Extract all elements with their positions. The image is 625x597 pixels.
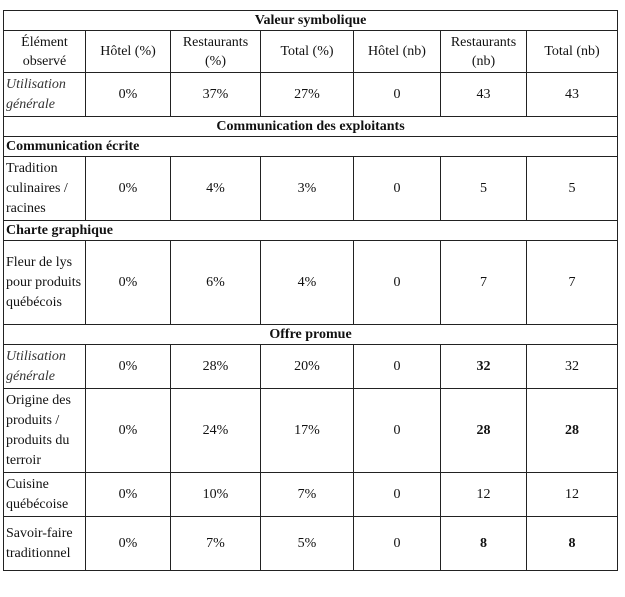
- cell-value: 0%: [86, 345, 171, 389]
- row-element: Cuisine québécoise: [4, 473, 86, 517]
- header-restaurants-pct: Restaurants (%): [171, 31, 261, 73]
- cell-value: 7%: [261, 473, 354, 517]
- cell-value: 12: [441, 473, 527, 517]
- cell-value: 0%: [86, 389, 171, 473]
- table-row: [4, 517, 618, 571]
- row-element: Utilisation générale: [4, 73, 86, 117]
- cell-value: 43: [527, 73, 618, 117]
- cell-value: 5%: [261, 517, 354, 571]
- cell-value: 10%: [171, 473, 261, 517]
- row-element: Savoir-faire traditionnel: [4, 517, 86, 571]
- header-total-pct: Total (%): [261, 31, 354, 73]
- section-heading: Communication des exploitants: [4, 117, 618, 137]
- cell-value: 8: [527, 517, 618, 571]
- table-row: [4, 473, 618, 517]
- cell-value: 8: [441, 517, 527, 571]
- table-row: [4, 345, 618, 389]
- data-table: [3, 10, 618, 571]
- row-element: Tradition culinaires / racines: [4, 157, 86, 221]
- table-title: Valeur symbolique: [4, 11, 618, 31]
- cell-value: 5: [527, 157, 618, 221]
- cell-value: 6%: [171, 241, 261, 325]
- cell-value: 4%: [261, 241, 354, 325]
- cell-value: 0: [354, 389, 441, 473]
- cell-value: 4%: [171, 157, 261, 221]
- cell-value: 0%: [86, 241, 171, 325]
- table-row: [4, 241, 618, 325]
- cell-value: 0: [354, 473, 441, 517]
- cell-value: 12: [527, 473, 618, 517]
- header-restaurants-nb: Restaurants (nb): [441, 31, 527, 73]
- header-element: Élément observé: [4, 31, 86, 73]
- section-heading: Offre promue: [4, 325, 618, 345]
- table-row: [4, 73, 618, 117]
- cell-value: 0: [354, 517, 441, 571]
- cell-value: 7%: [171, 517, 261, 571]
- row-element: Utilisation générale: [4, 345, 86, 389]
- cell-value: 32: [527, 345, 618, 389]
- header-hotel-pct: Hôtel (%): [86, 31, 171, 73]
- cell-value: 0: [354, 157, 441, 221]
- cell-value: 0: [354, 241, 441, 325]
- cell-value: 32: [441, 345, 527, 389]
- cell-value: 7: [527, 241, 618, 325]
- subsection-heading: Communication écrite: [4, 137, 618, 157]
- table-row: [4, 389, 618, 473]
- row-element: Fleur de lys pour produits québécois: [4, 241, 86, 325]
- cell-value: 28%: [171, 345, 261, 389]
- cell-value: 27%: [261, 73, 354, 117]
- table-row: [4, 157, 618, 221]
- row-element: Origine des produits / produits du terroir: [4, 389, 86, 473]
- cell-value: 28: [441, 389, 527, 473]
- cell-value: 5: [441, 157, 527, 221]
- cell-value: 0: [354, 345, 441, 389]
- subsection-heading: Charte graphique: [4, 221, 618, 241]
- cell-value: 24%: [171, 389, 261, 473]
- cell-value: 0%: [86, 473, 171, 517]
- cell-value: 0: [354, 73, 441, 117]
- cell-value: 7: [441, 241, 527, 325]
- cell-value: 0%: [86, 73, 171, 117]
- cell-value: 43: [441, 73, 527, 117]
- header-total-nb: Total (nb): [527, 31, 618, 73]
- cell-value: 20%: [261, 345, 354, 389]
- cell-value: 3%: [261, 157, 354, 221]
- cell-value: 28: [527, 389, 618, 473]
- cell-value: 0%: [86, 157, 171, 221]
- cell-value: 17%: [261, 389, 354, 473]
- cell-value: 37%: [171, 73, 261, 117]
- cell-value: 0%: [86, 517, 171, 571]
- header-hotel-nb: Hôtel (nb): [354, 31, 441, 73]
